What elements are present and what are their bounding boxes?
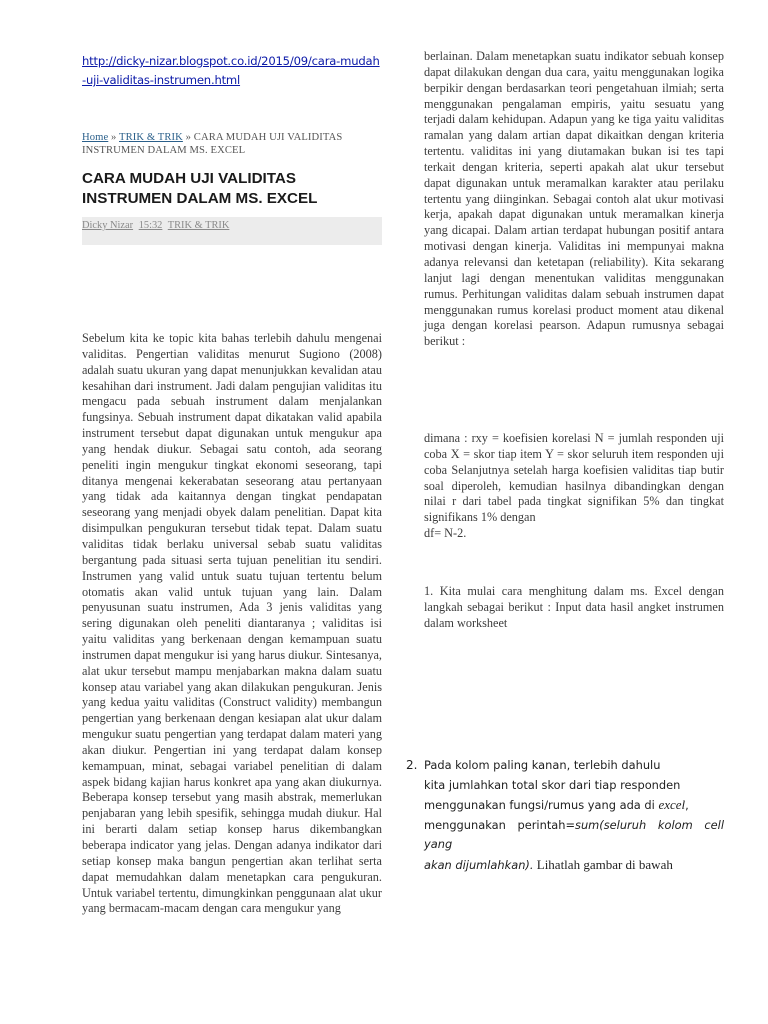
post-time-link[interactable]: 15:32 bbox=[138, 220, 163, 231]
article-paragraph: Sebelum kita ke topic kita bahas terlebih dahulu mengenai validitas. Pengertian validitas menurut Sugiono (2008) adalah suatu ukuran yang dapat menunjukkan kevalidan atau kesahihan dari instrument. Jadi dalam pengujian validitas itu mengacu pada sebuah instrument dalam menjalankan fungsinya. Sebuah instrument dapat dikatakan valid apabila instrument tersebut dapat digunakan untuk mengukur apa yang hendak diukur. Sebagai satu contoh, ada seorang peneliti ingin mengukur tingkat ekonomi seseorang, tapi ditanya mengenai kekerabatan seseorang atau pertanyaan yang tidak ada kaitannya dengan tingkat pendapatan seseorang yang menjadi obyek dalam penelitian. Dapat kita disimpulkan pengukuran tersebut tidak tepat. Dalam suatu validitas tidak berlaku universal sebab suatu validitas bergantung pada situasi serta tujuan penelitian itu sendiri. Instrumen yang valid untuk suatu tujuan tertentu belum otomatis akan valid untuk tujuan yang lain. Dalam penyusunan suatu instrumen, Ada 3 jenis validitas yang sering digunakan oleh peneliti diantaranya ; validitas isi yaitu validitas yang berkenaan dengan kemampuan suatu instrumen dapat mengukur isi yang harus diukur. Sintesanya, alat ukur tersebut mampu menjabarkan makna dalam suatu konsep atau variabel yang akan dilakukan pengukuran. Jenis yang kedua yaitu validitas (Construct validity) membangun pengertian yang berkenaan dengan kesiapan alat ukur dalam mengukur suatu pengertian yang terdapat dalam materi yang akan diukur. Pengertian ini yang terdapat dalam konsep kemampuan, minat, sebagai variabel penelitian di dalam aspek bidang kajian harus konkret apa yang akan diukurnya. Beberapa konsep tersebut yang masih abstrak, memerlukan penjabaran yang lebih spesifik, sehingga mudah diukur. Hal ini berarti dalam setiap konsep harus dikembangkan beberapa indicator yang jelas. Dengan adanya indikator dari setiap konsep maka bangun pengertian akan terlihat serta dapat memudahkan dalam menetapkan cara pengukuran. Untuk variabel tertentu, dimungkinkan penggunaan alat ukur yang bermacam-macam dengan cara mengukur yang bbox=[82, 331, 382, 916]
breadcrumb-home-link[interactable]: Home bbox=[82, 132, 109, 143]
post-author-link[interactable]: Dicky Nizar bbox=[82, 220, 134, 231]
step-one: 1. Kita mulai cara menghitung dalam ms. Excel dengan langkah sebagai berikut : Input data hasil angket instrumen dalam worksheet bbox=[424, 584, 724, 630]
step-two bbox=[406, 756, 724, 875]
step-two-line: menggunakan perintah=sum(seluruh kolom cell yang bbox=[424, 817, 724, 851]
article-paragraph-continued: berlainan. Dalam menetapkan suatu indikator sebuah konsep dapat dilakukan dengan dua cara, yaitu menggunakan logika berpikir dengan berdasarkan teori pengetahuan ilmiah; serta menggunakan pengalaman empiris, yaitu sesuatu yang terjadi dalam kehidupan. Adapun yang ke tiga yaitu validitas ramalan yang dalam artian dapat dikaitkan dengan kriteria tertentu. validitas ini yang diutamakan bukan isi tes tapi terkait dengan kriteria, seperti apakah alat ukur tersebut dapat digunakan untuk meramalkan karakter atau perilaku tertentu yang diinginkan. Sebagai contoh alat ukur motivasi kerja, apakah dapat digunakan untuk meramalkan kinerja yang dicapai. Dalam artian terdapat hubungan positif antara motivasi dengan kinerja. Validitas ini mempunyai makna adanya relevansi dan ketetapan (reliability). Kita sekarang lanjut lagi dengan menentukan validitas menggunakan rumus. Perhitungan validitas dalam sebuah instrumen dapat menggunakan rumus korelasi product moment atau dikenal juga dengan korelasi pearson. Adapun rumusnya sebagai berikut : bbox=[424, 49, 724, 349]
step-two-line: akan dijumlahkan). Lihatlah gambar di bawah bbox=[424, 856, 673, 872]
breadcrumb-separator: » bbox=[182, 132, 194, 143]
step-two-line: 2. Pada kolom paling kanan, terlebih dahulu bbox=[406, 756, 724, 776]
breadcrumb-current: CARA MUDAH UJI VALIDITAS INSTRUMEN DALAM MS. EXCEL bbox=[82, 132, 343, 156]
formula-explanation bbox=[424, 431, 724, 542]
breadcrumb-category-link[interactable]: TRIK & TRIK bbox=[119, 132, 183, 143]
breadcrumb-separator: » bbox=[108, 132, 119, 143]
right-column bbox=[406, 0, 724, 1024]
left-column bbox=[82, 0, 382, 1024]
breadcrumb bbox=[82, 131, 382, 157]
degrees-of-freedom: df= N-2. bbox=[424, 526, 467, 541]
step-two-line: kita jumlahkan total skor dari tiap responden bbox=[424, 777, 681, 792]
step-two-line: menggunakan fungsi/rumus yang ada di excel, bbox=[424, 797, 689, 812]
post-title: CARA MUDAH UJI VALIDITAS INSTRUMEN DALAM MS. EXCEL bbox=[82, 170, 318, 207]
formula-definition: dimana : rxy = koefisien korelasi N = jumlah responden uji coba X = skor tiap item Y = skor seluruh item responden uji coba Selanjutnya setelah harga koefisien validitas tiap butir soal diperoleh, kemudian hasilnya dibandingkan dengan nilai r dari tabel pada tingkat signifikan 5% dan tingkat signifikans 1% dengan bbox=[424, 431, 724, 525]
source-link[interactable]: http://dicky-nizar.blogspot.co.id/2015/09/cara-mudah-uji-validitas-instrumen.html bbox=[82, 54, 380, 87]
post-label-link[interactable]: TRIK & TRIK bbox=[167, 220, 230, 231]
post-meta bbox=[82, 217, 382, 245]
step-two-number: 2. bbox=[406, 758, 418, 772]
